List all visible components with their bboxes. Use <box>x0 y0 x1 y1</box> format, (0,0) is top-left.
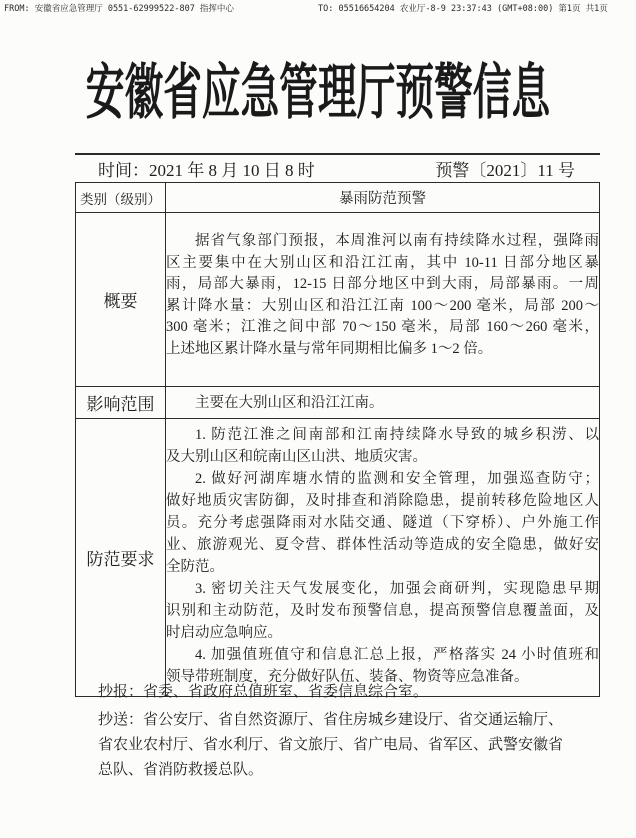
requirement-line: 业、旅游观光、夏令营、群体性活动等造成的安全隐患，做好安 <box>166 537 599 553</box>
scope-content <box>166 387 600 419</box>
category-value: 暴雨防范预警 <box>166 183 600 213</box>
summary-content <box>166 213 600 387</box>
document-header <box>0 56 636 130</box>
copy-to-line: 省农业农村厅、省水利厅、省文旅厅、省广电局、省军区、武警安徽省 <box>98 737 564 753</box>
requirement-line: 全防范。 <box>166 559 224 575</box>
requirement-line: 及大别山区和皖南山区山洪、地质灾害。 <box>166 449 427 465</box>
summary-line: 上述地区累计降水量与常年同期相比偏多 1～2 倍。 <box>166 340 493 357</box>
requirements-content <box>166 419 600 697</box>
summary-line: 据省气象部门预报，本周淮河以南有持续降水过程，强降雨 <box>195 233 599 249</box>
summary-line: 累计降水量：大别山区和沿江江南 100～200 毫米，局部 200～ <box>166 297 599 314</box>
category-label: 类别（级别） <box>76 183 166 213</box>
requirements-label: 防范要求 <box>76 419 166 697</box>
requirement-line: 员。充分考虑强降雨对水陆交通、隧道（下穿桥）、户外施工作 <box>166 515 599 531</box>
fax-header-to: TO: 05516654204 农业厅-8-9 23:37:43 (GMT+08:00) 第1页 共1页 <box>318 4 608 14</box>
requirement-line: 1. 防范江淮之间南部和江南持续降水导致的城乡积涝、以 <box>195 427 599 443</box>
warning-table <box>75 182 600 697</box>
report-to-line: 抄报：省委、省政府总值班室、省委信息综合室。 <box>98 684 429 700</box>
requirement-line: 4. 加强值班值守和信息汇总上报，严格落实 24 小时值班和 <box>195 647 599 663</box>
fax-header-from: FROM: 安徽省应急管理厅 0551-62999522-807 指挥中心 <box>4 4 234 14</box>
header-rule <box>75 153 600 155</box>
requirement-line: 做好地质灾害防御，及时排查和消除隐患，提前转移危险地区人 <box>166 493 599 509</box>
issue-time: 时间：2021 年 8 月 10 日 8 时 <box>98 161 315 180</box>
table-row-scope <box>76 387 600 419</box>
document-title: 安徽省应急管理厅预警信息 <box>85 60 551 126</box>
requirement-line: 2. 做好河湖库塘水情的监测和安全管理，加强巡查防守； <box>195 471 599 487</box>
scope-text: 主要在大别山区和沿江江南。 <box>195 394 384 411</box>
scope-label: 影响范围 <box>76 387 166 419</box>
requirement-line: 3. 密切关注天气发展变化，加强会商研判，实现隐患早期 <box>195 581 599 597</box>
issue-number: 预警〔2021〕11 号 <box>435 161 575 180</box>
summary-line: 雨，局部大暴雨，12-15 日部分地区中到大雨，局部暴雨。一周 <box>166 276 599 293</box>
summary-line: 区主要集中在大别山区和沿江江南，其中 10-11 日部分地区暴 <box>166 254 599 271</box>
table-row-requirements <box>76 419 600 697</box>
requirement-line: 识别和主动防范，及时发布预警信息，提高预警信息覆盖面，及 <box>166 603 599 619</box>
summary-line: 300 毫米；江淮之间中部 70～150 毫米，局部 160～260 毫米， <box>166 319 599 336</box>
summary-label: 概要 <box>76 213 166 387</box>
requirement-line: 领导带班制度，充分做好队伍、装备、物资等应急准备。 <box>166 669 529 685</box>
copy-to-line: 抄送：省公安厅、省自然资源厅、省住房城乡建设厅、省交通运输厅、 <box>98 712 564 728</box>
table-row-summary <box>76 213 600 387</box>
copy-to-line: 总队、省消防救援总队。 <box>98 762 264 778</box>
table-row-category <box>76 183 600 213</box>
requirement-line: 时启动应急响应。 <box>166 625 282 641</box>
